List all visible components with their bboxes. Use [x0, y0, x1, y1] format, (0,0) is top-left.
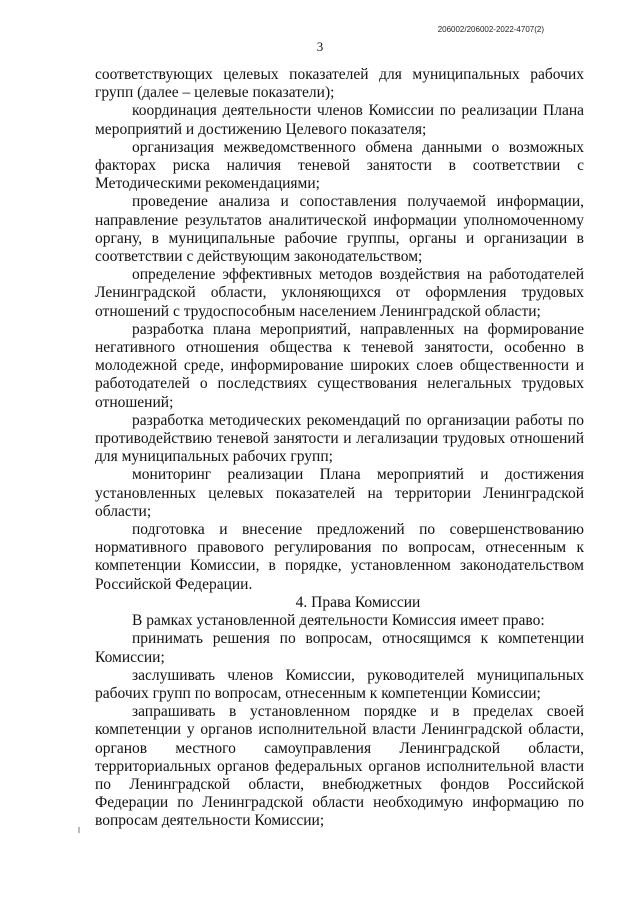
paragraph: разработка плана мероприятий, направленных на формирование негативного отношения общества к теневой занятости, особенно в молодежной среде, информирование широких слоев общественности и работодателей о последствиях существования нелегальных трудовых отношений;	[95, 320, 584, 411]
paragraph: подготовка и внесение предложений по совершенствованию нормативного правового регулирования по вопросам, отнесенным к компетенции Комиссии, в порядке, установленном законодательством Российской Федерации.	[95, 521, 584, 593]
paragraph: разработка методических рекомендаций по организации работы по противодействию теневой занятости и легализации трудовых отношений для муниципальных рабочих групп;	[95, 411, 584, 466]
document-body	[95, 66, 584, 831]
paragraph: координация деятельности членов Комиссии по реализации Плана мероприятий и достижению Целевого показателя;	[95, 102, 584, 138]
paragraph: запрашивать в установленном порядке и в пределах своей компетенции у органов исполнительной власти Ленинградской области, органов местного самоуправления Ленинградской области, территориальных органов федеральных органов исполнительной власти по Ленинградской области, внебюджетных фондов Российской Федерации по Ленинградской области необходимую информацию по вопросам деятельности Комиссии;	[95, 703, 584, 830]
scan-mark	[78, 827, 80, 833]
paragraph: проведение анализа и сопоставления получаемой информации, направление результатов аналитической информации уполномоченному органу, в муниципальные рабочие группы, органы и организации в соответствии с действующим законодательством;	[95, 193, 584, 266]
page-number: 3	[316, 39, 324, 54]
paragraph: принимать решения по вопросам, относящимся к компетенции Комиссии;	[95, 630, 584, 666]
document-code: 206002/206002-2022-4707(2)	[437, 25, 544, 34]
paragraph: заслушивать членов Комиссии, руководителей муниципальных рабочих групп по вопросам, отнесенным к компетенции Комиссии;	[95, 666, 584, 702]
section-title: 4. Права Комиссии	[295, 593, 421, 611]
paragraph: мониторинг реализации Плана мероприятий и достижения установленных целевых показателей на территории Ленинградской области;	[95, 466, 584, 520]
paragraph: соответствующих целевых показателей для муниципальных рабочих групп (далее – целевые показатели);	[95, 66, 584, 102]
paragraph: В рамках установленной деятельности Комиссия имеет право:	[132, 612, 545, 630]
paragraph: организация межведомственного обмена данными о возможных факторах риска наличия теневой занятости в соответствии с Методическими рекомендациями;	[95, 138, 584, 193]
paragraph: определение эффективных методов воздействия на работодателей Ленинградской области, уклоняющихся от оформления трудовых отношений с трудоспособным населением Ленинградской области;	[95, 266, 584, 320]
